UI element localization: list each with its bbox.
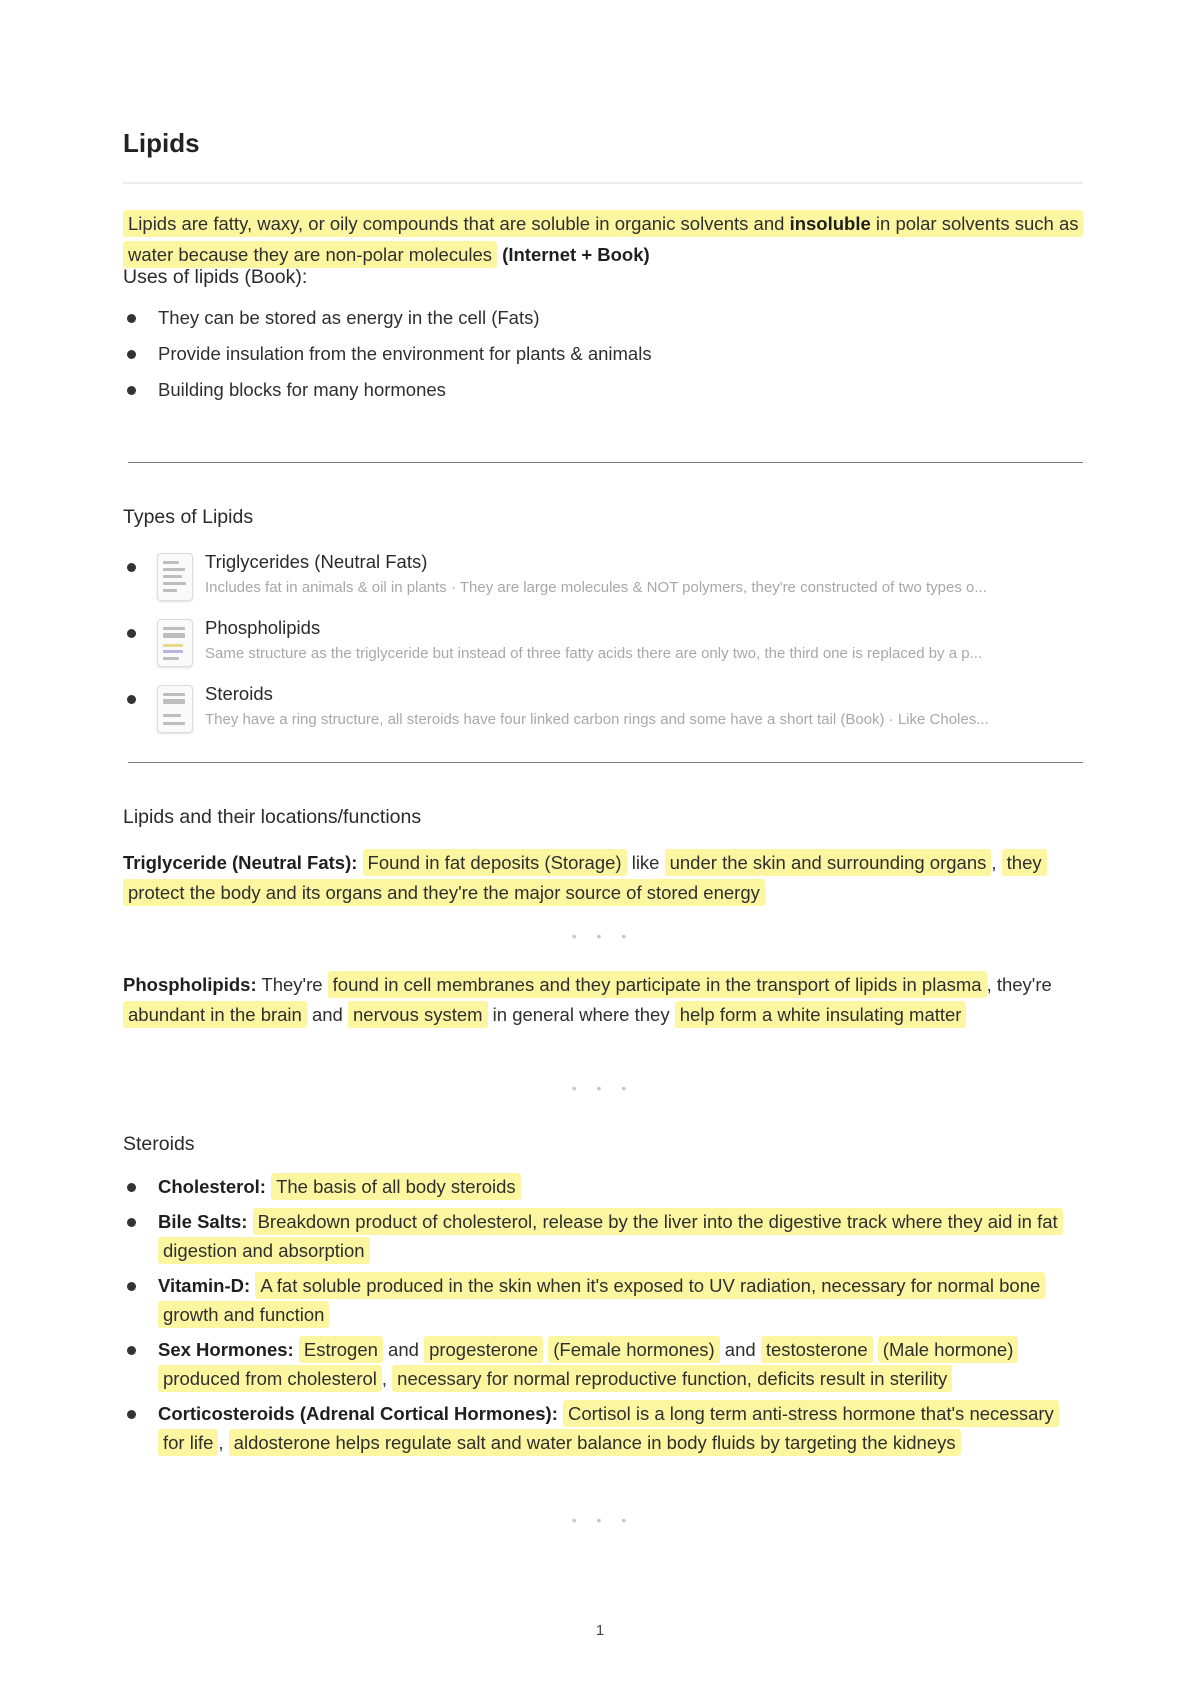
section-divider [128,462,1083,463]
highlight: necessary for normal reproductive function, deficits result in sterility [392,1365,952,1392]
list-item: Building blocks for many hormones [123,375,1083,404]
highlight: produced from cholesterol [158,1365,382,1392]
list-item [123,1271,1073,1329]
link-preview: They have a ring structure, all steroids have four linked carbon rings and some have a short tail (Book) · Like Choles... [205,711,989,728]
uses-heading: Uses of lipids (Book): [123,266,308,288]
bullet-icon [127,1346,136,1355]
paragraph-label: Triglyceride (Neutral Fats): [123,852,358,873]
item-label: Cholesterol: [158,1176,266,1197]
types-heading: Types of Lipids [123,506,254,528]
bullet-icon [127,1282,136,1291]
paragraph-label: Phospholipids: [123,974,257,995]
link-preview: Same structure as the triglyceride but instead of three fatty acids there are only two, the third one is replaced by a p... [205,645,983,662]
intro-paragraph [123,208,1083,270]
separator-dots: • • • [571,928,635,944]
text-run: and [719,1339,761,1360]
highlight: The basis of all body steroids [271,1173,521,1200]
item-label: Bile Salts: [158,1211,248,1232]
intro-source: (Internet + Book) [497,244,650,265]
triglyceride-paragraph: Triglyceride (Neutral Fats): Found in fat deposits (Storage) like under the skin and surrounding organs , they protect the body and its organs and they're the major source of stored energy [123,848,1083,908]
locations-heading: Lipids and their locations/functions [123,806,422,828]
highlight: Breakdown product of cholesterol, release by the liver into the digestive track where they aid in fat digestion and absorption [158,1208,1063,1264]
bullet-icon [127,314,136,323]
steroids-heading: Steroids [123,1133,195,1155]
bullet-icon [127,1183,136,1192]
list-item [123,1399,1073,1457]
list-item [123,1207,1073,1265]
separator-dots: • • • [571,1080,635,1096]
item-label: Vitamin-D: [158,1275,251,1296]
list-item: Provide insulation from the environment for plants & animals [123,339,1083,368]
steroids-list [123,1172,1073,1463]
page-thumbnail-icon [157,685,193,733]
item-label: Sex Hormones: [158,1339,294,1360]
link-title[interactable]: Steroids [205,683,273,704]
text-run: and [382,1339,425,1360]
highlight: Estrogen [299,1336,383,1363]
page-link-triglycerides[interactable] [123,553,1083,607]
text-run: , [381,1368,393,1389]
section-divider [128,762,1083,763]
separator-dots: • • • [571,1512,635,1528]
title-divider [123,182,1083,184]
text-run [873,1339,878,1360]
list-item [123,1335,1073,1393]
highlight: aldosterone helps regulate salt and water balance in body fluids by targeting the kidneys [229,1429,961,1456]
highlight: Cortisol is a long term anti-stress hormone that's necessary for life [158,1400,1059,1456]
page-link-steroids[interactable] [123,685,1083,739]
intro-highlight: Lipids are fatty, waxy, or oily compounds that are soluble in organic solvents and insoluble in polar solvents such as water because they are non-polar molecules [123,210,1083,268]
list-item: They can be stored as energy in the cell (Fats) [123,303,1083,332]
phospholipids-paragraph: Phospholipids: They're found in cell membranes and they participate in the transport of lipids in plasma , they're abundant in the brain and nervous system in general where they help form a white insulating matter [123,970,1083,1030]
link-title[interactable]: Phospholipids [205,617,321,638]
highlight: progesterone [424,1336,543,1363]
bullet-icon [127,629,136,638]
link-title[interactable]: Triglycerides (Neutral Fats) [205,551,428,572]
page-link-phospholipids[interactable] [123,619,1083,673]
highlight: (Male hormone) [878,1336,1019,1363]
link-preview: Includes fat in animals & oil in plants · They are large molecules & NOT polymers, they're constructed of two types o... [205,579,987,596]
item-label: Corticosteroids (Adrenal Cortical Hormones): [158,1403,558,1424]
bullet-icon [127,386,136,395]
page-thumbnail-icon [157,619,193,667]
highlight: testosterone [761,1336,873,1363]
text-run [247,1211,252,1232]
bullet-icon [127,695,136,704]
uses-list [123,303,1083,404]
page-thumbnail-icon [157,553,193,601]
list-item [123,1172,1073,1201]
text-run: , [218,1432,229,1453]
highlight: (Female hormones) [548,1336,719,1363]
bullet-icon [127,1218,136,1227]
page-title: Lipids [123,128,200,158]
highlight: A fat soluble produced in the skin when it's exposed to UV radiation, necessary for normal bone growth and function [158,1272,1045,1328]
bullet-icon [127,1410,136,1419]
bullet-icon [127,563,136,572]
bullet-icon [127,350,136,359]
page-number: 1 [595,1622,605,1639]
